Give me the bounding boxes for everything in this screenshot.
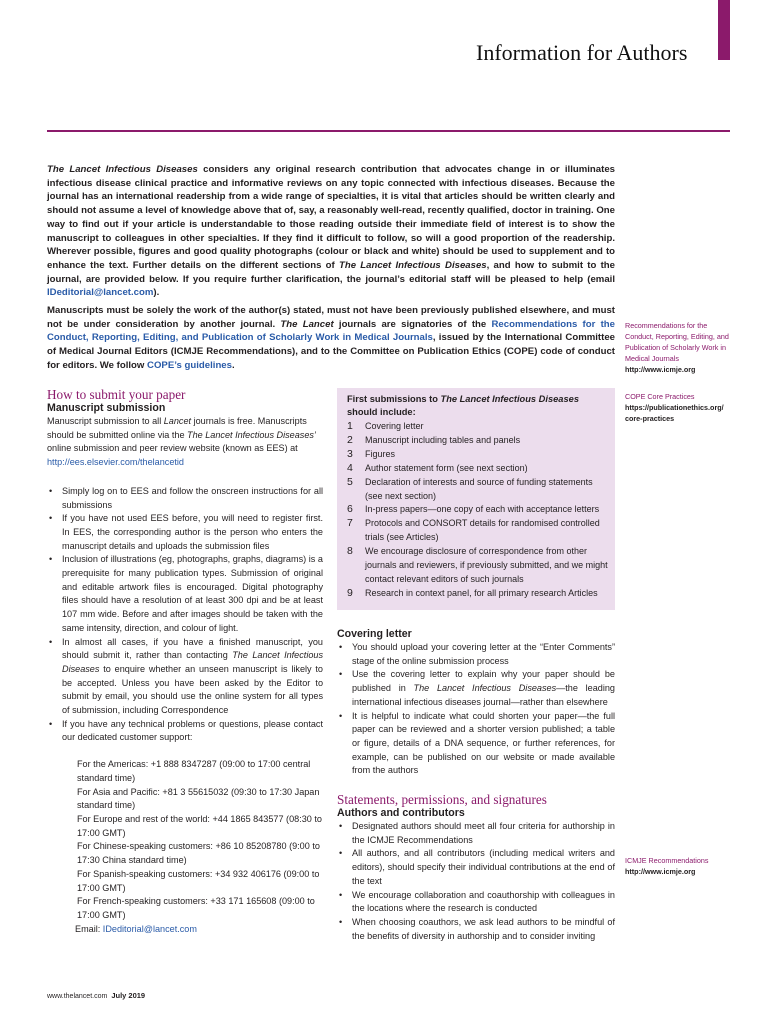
list-item: • When choosing coauthors, we ask lead authors to be mindful of the benefits of diversity in authorship and to consider inviting [337, 916, 615, 943]
icmje-recommendations-link[interactable]: Recommendations for the Conduct, Reporting, Editing, and Publication of Scholarly Work in Medical Journals [47, 318, 615, 344]
panel-heading-text: First submissions to [347, 394, 441, 404]
list-item: • Simply log on to EES and follow the onscreen instructions for all submissions [47, 485, 323, 512]
list-item: • All authors, and all contributors (including medical writers and editors), should specify their individual contributions at the end of the text [337, 847, 615, 888]
list-item [337, 668, 615, 709]
body-text: Use the covering letter to explain why your paper should be published in [352, 669, 615, 694]
list-item [347, 448, 609, 462]
page-footer [47, 991, 145, 1000]
list-item [347, 476, 609, 504]
authors-bullets [337, 820, 615, 943]
list-item [347, 587, 609, 601]
item-text: Protocols and CONSORT details for randomised controlled trials (see Articles) [365, 518, 600, 543]
email-label: Email: [75, 923, 103, 934]
item-text: Declaration of interests and source of funding statements (see next section) [365, 476, 593, 501]
panel-heading [347, 393, 607, 419]
list-item: • If you have any technical problems or questions, please contact our dedicated customer support: [47, 718, 323, 745]
item-text: Covering letter [365, 421, 424, 431]
body-text: —the leading international infectious diseases journal—rather than elsewhere [352, 683, 615, 707]
intro-text: Manuscripts must be solely the work of the author(s) stated, must not have been previously published elsewhere, and must not be under consideration by another journal. [47, 305, 615, 330]
sidenote-icmje-recommendations [625, 855, 735, 877]
subheading-covering-letter: Covering letter [337, 628, 412, 640]
panel-list [347, 420, 609, 601]
body-text: In almost all cases, if you have a finished manuscript, you should submit it, rather than contacting [62, 636, 323, 661]
journal-name: The Lancet Infectious Diseases [338, 259, 487, 271]
first-submissions-panel [337, 388, 615, 610]
item-number: 7 [347, 517, 353, 530]
sidenote-cope [625, 391, 735, 424]
item-text: We encourage disclosure of correspondence from other journals and reviewers, if previously submitted, and we might contact relevant editors of such journals [365, 546, 608, 584]
intro-text: , and how to submit to the journal, are provided below. If you require further clarification, the journal’s editorial staff will be pleased to help (email [47, 259, 615, 285]
body-text: Manuscript submission to all [47, 416, 164, 426]
list-item: • Inclusion of illustrations (eg, photographs, graphs, diagrams) is a prerequisite for many publication types. Submission of original and editable artwork files is encouraged. Digital photography files should have a resolution of at least 300 dpi and be at least 107 mm wide. Before and after images should be taken with the same intensity, direction, and colour of light. [47, 553, 323, 635]
item-number: 8 [347, 545, 353, 558]
left-column [47, 387, 323, 936]
page-title: Information for Authors [476, 40, 688, 65]
intro-text: ). [153, 287, 160, 299]
list-item: • If you have not used EES before, you will need to register first. In EES, the corresponding author is the person who enters the manuscript details and uploads the submission files [47, 512, 323, 553]
title-divider [47, 130, 730, 132]
journal-name: The Lancet Infectious Diseases [440, 394, 579, 404]
section-heading-statements: Statements, permissions, and signatures [337, 792, 547, 808]
covering-letter-bullets [337, 641, 615, 778]
sidenote-url[interactable]: https://publicationethics.org/ core-practices [625, 403, 724, 423]
item-text: Research in context panel, for all primary research Articles [365, 587, 598, 598]
intro-paragraph-2 [47, 304, 615, 373]
customer-support-list [47, 758, 323, 922]
panel-heading-text: should include: [347, 407, 416, 418]
item-text: In-press papers—one copy of each with acceptance letters [365, 504, 600, 515]
sidenote-icmje [625, 320, 735, 375]
support-line: For Spanish-speaking customers: +34 932 406176 (09:00 to 17:00 GMT) [77, 868, 320, 893]
section-heading-submit: How to submit your paper [47, 387, 186, 402]
journal-name: Lancet [163, 416, 192, 426]
intro-paragraph-1 [47, 163, 615, 300]
intro-text: journals are signatories of the [333, 318, 492, 330]
body-text: journals is free. Manuscripts should be submitted online via the [47, 416, 307, 440]
intro-text: . [231, 359, 235, 371]
subheading-authors-contributors: Authors and contributors [337, 807, 465, 820]
sidenote-url[interactable]: http://www.icmje.org [625, 867, 696, 876]
support-email-link[interactable]: IDeditorial@lancet.com [102, 923, 197, 934]
submission-paragraph [47, 415, 323, 470]
body-text: to enquire whether an unseen manuscript is likely to be accepted. Unless you have been asked by the Editor to submit by email, you should use the online system for all types of submission, including Correspondence [62, 663, 323, 716]
list-item: • You should upload your covering letter at the “Enter Comments” stage of the online submission process [337, 641, 615, 668]
journal-name: The Lancet [280, 318, 334, 330]
support-line: For Chinese-speaking customers: +86 10 85208780 (9:00 to 17:30 China standard time) [77, 841, 320, 866]
item-number: 9 [347, 586, 353, 599]
journal-name: The Lancet Infectious Diseases [62, 650, 323, 674]
sidenote-title: ICMJE Recommendations [625, 856, 709, 865]
item-number: 4 [347, 461, 353, 474]
list-item: • Designated authors should meet all four criteria for authorship in the ICMJE Recommendations [337, 820, 615, 847]
intro-text: considers any original research contribution that advocates change in or illuminates infectious disease clinical practice and informative reviews on any topic connected with infectious diseases. Because the journal has an international readership from a wide range of specialties, it is vital that articles should be written clearly and should not assume a level of knowledge above that of, say, a reasonably well-read, recently qualified, doctor in training. One way to find out if your article is understandable to those reading outside their immediate field of interest is to show the manuscript to colleagues in other specialties. If they find it difficult to follow, so will a good proportion of the readership. Wherever possible, figures and good quality photographs (colour or black and white) should be used to supplement and to enhance the text. Further details on the different sections of [47, 164, 615, 271]
list-item: • We encourage collaboration and coauthorship with colleagues in the locations where the research is conducted [337, 889, 615, 916]
sidenote-title: Recommendations for the Conduct, Reporting, Editing, and Publication of Scholarly Work in Medical Journals [625, 321, 729, 363]
support-line: For French-speaking customers: +33 171 165608 (09:00 to 17:00 GMT) [77, 896, 315, 920]
footer-site[interactable]: www.thelancet.com [47, 993, 108, 1000]
item-text: Figures [365, 448, 396, 459]
journal-name: The Lancet Infectious Diseases [413, 683, 557, 694]
item-number: 3 [347, 447, 353, 460]
list-item [347, 462, 609, 476]
sidenote-url[interactable]: http://www.icmje.org [625, 365, 696, 374]
cope-guidelines-link[interactable]: COPE’s guidelines [147, 359, 232, 371]
list-item [347, 434, 609, 448]
list-item [347, 503, 609, 517]
accent-bar [718, 0, 730, 60]
submission-bullets [47, 485, 323, 745]
support-line: For Europe and rest of the world: +44 1865 843577 (08:30 to 17:00 GMT) [77, 813, 322, 838]
sidenote-title: COPE Core Practices [625, 392, 695, 401]
item-number: 5 [347, 475, 353, 488]
list-item [347, 545, 609, 587]
list-item [347, 420, 609, 434]
journal-name: The Lancet Infectious Diseases [47, 164, 198, 175]
support-line: For Asia and Pacific: +81 3 55615032 (09:30 to 17:30 Japan standard time) [77, 786, 320, 811]
support-email [47, 923, 323, 937]
list-item [347, 517, 609, 545]
item-number: 1 [347, 420, 353, 432]
body-text: online submission and peer review website (known as EES) at [47, 443, 298, 454]
item-text: Author statement form (see next section) [365, 462, 528, 473]
footer-date: July 2019 [111, 991, 146, 1000]
editorial-email-link[interactable]: IDeditorial@lancet.com [47, 287, 154, 299]
intro-text: , issued by the International Committee of Medical Journal Editors (ICMJE Recommendations), and to the Committee on Publication Ethics (COPE) code of conduct for editors. We follow [47, 332, 615, 371]
support-line: For the Americas: +1 888 8347287 (09:00 to 17:00 central standard time) [77, 759, 311, 783]
item-number: 2 [347, 433, 353, 446]
right-column [337, 628, 615, 943]
ees-link[interactable]: http://ees.elsevier.com/thelancetid [47, 457, 184, 468]
item-number: 6 [347, 503, 353, 516]
item-text: Manuscript including tables and panels [365, 434, 521, 445]
subheading-manuscript-submission: Manuscript submission [47, 402, 166, 414]
journal-name: The Lancet Infectious Diseases’ [187, 429, 316, 440]
list-item: • It is helpful to indicate what could shorten your paper—the full paper can be reviewed and a shorter version published; a table or figure, details of a DNA sequence, or further references, for example, can be published on our website or made available from the authors [337, 710, 615, 779]
list-item [47, 636, 323, 718]
